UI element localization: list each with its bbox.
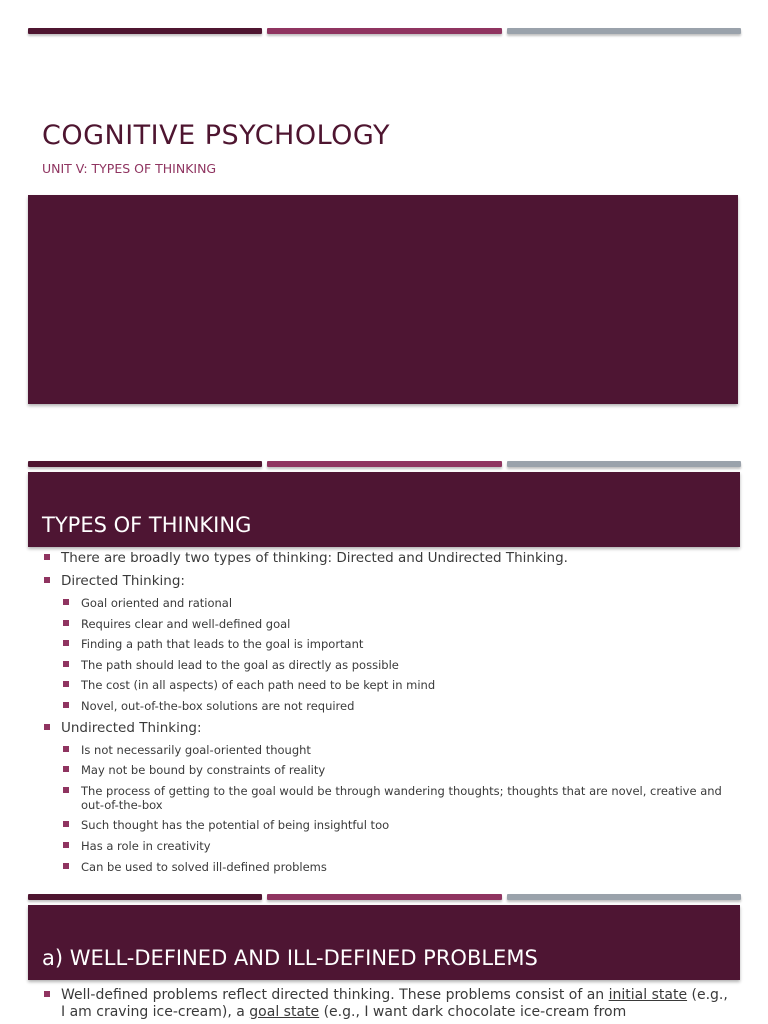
bullet-item: There are broadly two types of thinking: Directed and Undirected Thinking. xyxy=(42,550,732,567)
term-goal-state: goal state xyxy=(249,1004,320,1020)
stripe-segment-dark xyxy=(28,894,262,900)
stripe-segment-magenta xyxy=(267,28,501,34)
bullet-item-undirected: Undirected Thinking: xyxy=(42,720,732,737)
sub-bullet-item: May not be bound by constraints of reality xyxy=(42,763,732,777)
slide-subtitle: UNIT V: TYPES OF THINKING xyxy=(42,161,217,176)
paragraph-block xyxy=(42,987,732,1024)
stripe-segment-magenta xyxy=(267,461,501,467)
sub-bullet-item: Has a role in creativity xyxy=(42,839,732,853)
sub-bullet-item: The cost (in all aspects) of each path need to be kept in mind xyxy=(42,678,732,692)
sub-bullet-item: Goal oriented and rational xyxy=(42,596,732,610)
bullet-item xyxy=(42,987,732,1021)
sub-bullet-item: Finding a path that leads to the goal is important xyxy=(42,637,732,651)
term-initial-state: initial state xyxy=(608,987,688,1003)
stripe-segment-gray xyxy=(507,894,741,900)
decorative-stripe xyxy=(28,461,741,469)
sub-bullet-item: Such thought has the potential of being insightful too xyxy=(42,818,732,832)
sub-bullet-item: Requires clear and well-defined goal xyxy=(42,617,732,631)
slide-heading: TYPES OF THINKING xyxy=(42,513,252,537)
sub-bullet-item: Can be used to solved ill-defined problems xyxy=(42,860,732,874)
slide-title: COGNITIVE PSYCHOLOGY xyxy=(42,120,391,151)
slide-header-bar xyxy=(28,472,740,547)
decorative-stripe xyxy=(28,894,741,902)
sub-bullet-item: The process of getting to the goal would be through wandering thoughts; thoughts that are novel, creative and out-of-the-box xyxy=(42,784,732,812)
paragraph-text: Well-defined problems reflect directed thinking. These problems consist of an xyxy=(61,987,609,1003)
slide-header-bar xyxy=(28,905,740,980)
decorative-stripe xyxy=(28,28,741,36)
title-slide-banner xyxy=(28,195,738,404)
stripe-segment-dark xyxy=(28,461,262,467)
stripe-segment-magenta xyxy=(267,894,501,900)
sub-bullet-item: Is not necessarily goal-oriented thought xyxy=(42,743,732,757)
paragraph-text: (e.g., I am craving ice-cream), a xyxy=(61,987,728,1020)
slide-heading: a) WELL-DEFINED AND ILL-DEFINED PROBLEMS xyxy=(42,946,538,970)
sub-bullet-item: The path should lead to the goal as directly as possible xyxy=(42,658,732,672)
bullet-list xyxy=(42,550,732,874)
paragraph-text: (e.g., I want dark chocolate ice-cream from xyxy=(319,1004,627,1020)
sub-bullet-item: Novel, out-of-the-box solutions are not required xyxy=(42,699,732,713)
stripe-segment-dark xyxy=(28,28,262,34)
stripe-segment-gray xyxy=(507,28,741,34)
bullet-item-directed: Directed Thinking: xyxy=(42,573,732,590)
stripe-segment-gray xyxy=(507,461,741,467)
